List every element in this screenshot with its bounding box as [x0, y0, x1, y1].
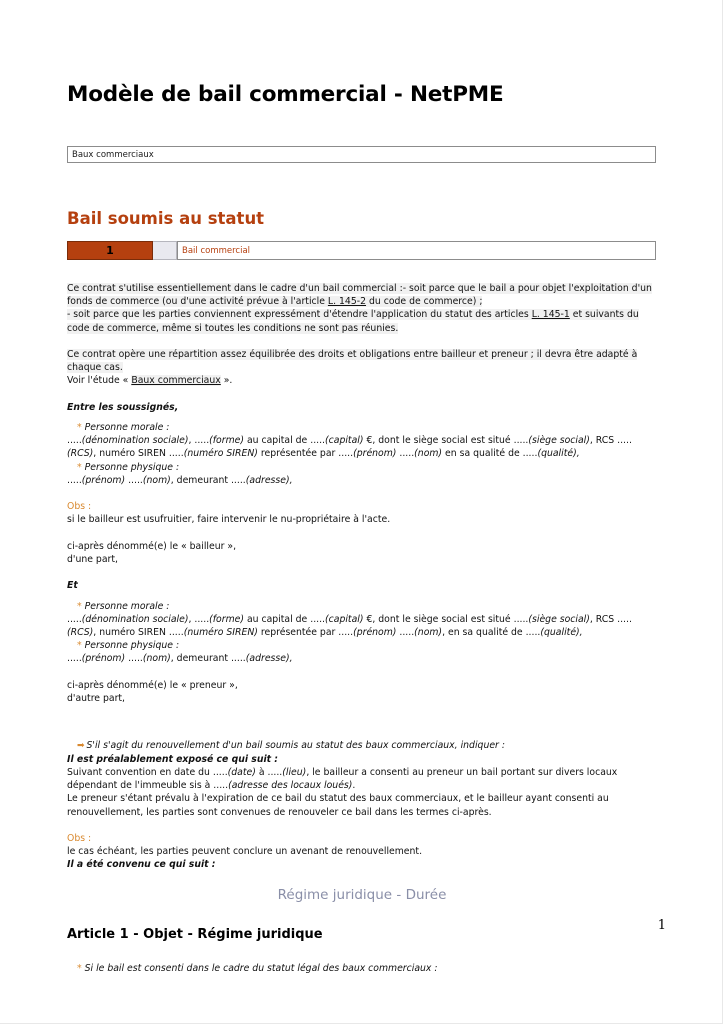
section-spacer-cell [153, 241, 177, 260]
arrow-right-icon: ➡ [77, 740, 84, 751]
bm-k: , numéro SIREN ..... [93, 448, 184, 460]
bm-p: (nom) [414, 448, 443, 460]
bm-d: (forme) [209, 435, 244, 447]
pm-l: (numéro SIREN) [183, 627, 258, 638]
page-number: 1 [657, 918, 666, 933]
star-icon-5: * [77, 962, 82, 974]
section-heading: Bail soumis au statut [67, 209, 265, 228]
obs-text-1: si le bailleur est usufruitier, faire intervenir le nu-propriétaire à l'acte. [67, 514, 391, 526]
pm-a: ..... [67, 613, 82, 625]
pm-h: (siège social) [528, 613, 590, 625]
bp-e: , demeurant ..... [170, 474, 246, 486]
breadcrumb-label: Baux commerciaux [72, 149, 154, 160]
pp-a: ..... [67, 653, 82, 665]
article-1-note [67, 962, 657, 975]
intro-paragraph-1b [67, 308, 657, 334]
renewal-expose-heading: Il est préalablement exposé ce qui suit : [67, 753, 279, 765]
renewal-arrow-note-text: S'il s'agit du renouvellement d'un bail soumis au statut des baux commerciaux, indiquer : [86, 739, 505, 751]
obs-block-1 [67, 500, 657, 513]
breadcrumb[interactable] [67, 146, 656, 163]
rl-a: Suivant convention en date du ..... [67, 766, 228, 778]
bm-m: représentée par ..... [257, 448, 354, 460]
renewal-line-1 [67, 766, 657, 792]
bp-a: ..... [67, 474, 82, 486]
preneur-moral-label-text: Personne morale : [84, 600, 170, 612]
pm-g: €, dont le siège social est situé ..... [363, 613, 529, 625]
rl-c: à ..... [255, 766, 283, 778]
pm-p: (nom) [414, 627, 443, 638]
intro-p3-b: ». [220, 375, 233, 387]
pm-r: (qualité), [540, 627, 583, 638]
document-body [67, 282, 657, 975]
link-baux-commerciaux[interactable]: Baux commerciaux [131, 375, 221, 387]
star-icon-2: * [77, 461, 82, 473]
article-1-heading: Article 1 - Objet - Régime juridique [67, 927, 323, 943]
star-icon: * [77, 422, 82, 433]
bm-g: €, dont le siège social est situé ..... [363, 435, 529, 447]
pm-f: (capital) [325, 613, 364, 625]
bm-n: (prénom) [353, 448, 397, 460]
numbered-section-row [67, 241, 656, 260]
bailleur-moral-line [67, 434, 657, 460]
obs-label-1: Obs : [67, 501, 92, 513]
bm-e: au capital de ..... [243, 435, 326, 447]
pp-b: (prénom) [81, 653, 126, 665]
article-1-note-text: Si le bail est consenti dans le cadre du statut légal des baux commerciaux : [84, 962, 438, 974]
bailleur-physical-label [67, 461, 657, 474]
bailleur-moral-label-text: Personne morale : [84, 422, 170, 433]
intro-paragraph-3 [67, 374, 657, 387]
pp-c: ..... [125, 653, 143, 665]
pm-m: représentée par ..... [257, 627, 354, 638]
pm-q: , en sa qualité de ..... [442, 627, 541, 638]
bm-f: (capital) [325, 435, 364, 447]
link-l145-2[interactable]: L. 145-2 [327, 296, 367, 308]
et-separator: Et [67, 580, 78, 592]
renewal-arrow-note [67, 739, 657, 753]
intro-p1-b: du code de commerce) ; [366, 296, 483, 308]
bailleur-physical-label-text: Personne physique : [84, 461, 180, 473]
intro-p1-a: Ce contrat s'utilise essentiellement dans le cadre d'un bail commercial :- soit parce que le bail a pour objet l'exploitation d'un fonds de commerce (ou d'une activité prévue à l'article [67, 283, 652, 308]
bp-d: (nom) [142, 474, 171, 486]
pp-e: , demeurant ..... [170, 653, 246, 665]
star-icon-4: * [77, 640, 82, 652]
renewal-convenu-heading: Il a été convenu ce qui suit : [67, 859, 216, 871]
section-label-cell [177, 241, 656, 260]
bm-h: (siège social) [528, 435, 590, 447]
intro-paragraph-2 [67, 348, 657, 374]
section-label-text: Bail commercial [182, 245, 251, 256]
link-l145-1[interactable]: L. 145-1 [531, 309, 570, 321]
bp-c: ..... [125, 474, 143, 486]
obs-text-2: le cas échéant, les parties peuvent conclure un avenant de renouvellement. [67, 846, 423, 858]
pm-b: (dénomination sociale) [81, 613, 189, 625]
pm-n: (prénom) [353, 627, 397, 638]
rl-e: , le bailleur a consenti au preneur un bail portant sur divers locaux dépendant de l'immeuble sis à ..... [67, 766, 618, 792]
preneur-denomination-2: d'autre part, [67, 693, 126, 704]
bm-r: (qualité), [537, 448, 580, 460]
pm-k: , numéro SIREN ..... [93, 627, 184, 638]
star-icon-3: * [77, 600, 82, 612]
bm-o: ..... [396, 448, 415, 460]
pm-d: (forme) [209, 613, 244, 625]
pm-c: , ..... [188, 613, 210, 625]
bp-b: (prénom) [81, 474, 126, 486]
obs-label-2: Obs : [67, 832, 92, 844]
obs-block-2 [67, 832, 657, 845]
intro-p1-d: et suivants du code de commerce, même si toutes les conditions ne sont pas réunies. [67, 309, 639, 334]
pm-j: (RCS) [67, 627, 94, 638]
bm-i: , RCS ..... [589, 435, 632, 447]
bailleur-moral-label [67, 421, 657, 434]
pm-e: au capital de ..... [243, 613, 326, 625]
preneur-moral-label [67, 600, 657, 613]
preneur-physical-line [67, 652, 657, 665]
intro-p2-text: Ce contrat opère une répartition assez équilibrée des droits et obligations entre bailleur et preneur ; il devra être adapté à chaque cas. [67, 349, 638, 374]
rl-b: (date) [227, 766, 256, 778]
bailleur-denomination-1: ci-après dénommé(e) le « bailleur », [67, 540, 237, 552]
bp-f: (adresse), [245, 474, 293, 486]
regime-center-title: Régime juridique - Durée [277, 886, 447, 903]
page-title: Modèle de bail commercial - NetPME [67, 82, 504, 107]
pp-f: (adresse), [245, 653, 293, 665]
bm-b: (dénomination sociale) [81, 435, 189, 447]
parties-intro-heading: Entre les soussignés, [67, 401, 179, 413]
preneur-physical-label-text: Personne physique : [84, 640, 180, 652]
renewal-line-2: Le preneur s'étant prévalu à l'expiration de ce bail du statut des baux commerciaux, et le bailleur ayant consenti au renouvellement, les parties sont convenues de renouveler ce bail dans les termes ci-après. [67, 793, 609, 818]
preneur-moral-line [67, 613, 657, 639]
bailleur-physical-line [67, 474, 657, 487]
bm-q: en sa qualité de ..... [442, 448, 538, 460]
bm-c: , ..... [188, 435, 210, 447]
section-number-cell: 1 [67, 241, 153, 260]
bailleur-denomination-2: d'une part, [67, 554, 118, 565]
pp-d: (nom) [142, 653, 171, 665]
bm-l: (numéro SIREN) [183, 448, 258, 460]
pm-o: ..... [396, 627, 415, 638]
pm-i: , RCS ..... [589, 613, 632, 625]
bm-a: ..... [67, 435, 82, 447]
intro-p3-a: Voir l'étude « [67, 375, 132, 387]
bm-j: (RCS) [67, 448, 94, 460]
preneur-denomination-1: ci-après dénommé(e) le « preneur », [67, 679, 238, 691]
intro-p1-c: - soit parce que les parties conviennent expressément d'étendre l'application du statut des articles [67, 309, 532, 321]
rl-f: (adresse des locaux loués) [228, 780, 353, 792]
preneur-physical-label [67, 639, 657, 652]
rl-g: . [352, 780, 356, 792]
rl-d: (lieu) [282, 766, 307, 778]
intro-paragraph-1 [67, 282, 657, 308]
